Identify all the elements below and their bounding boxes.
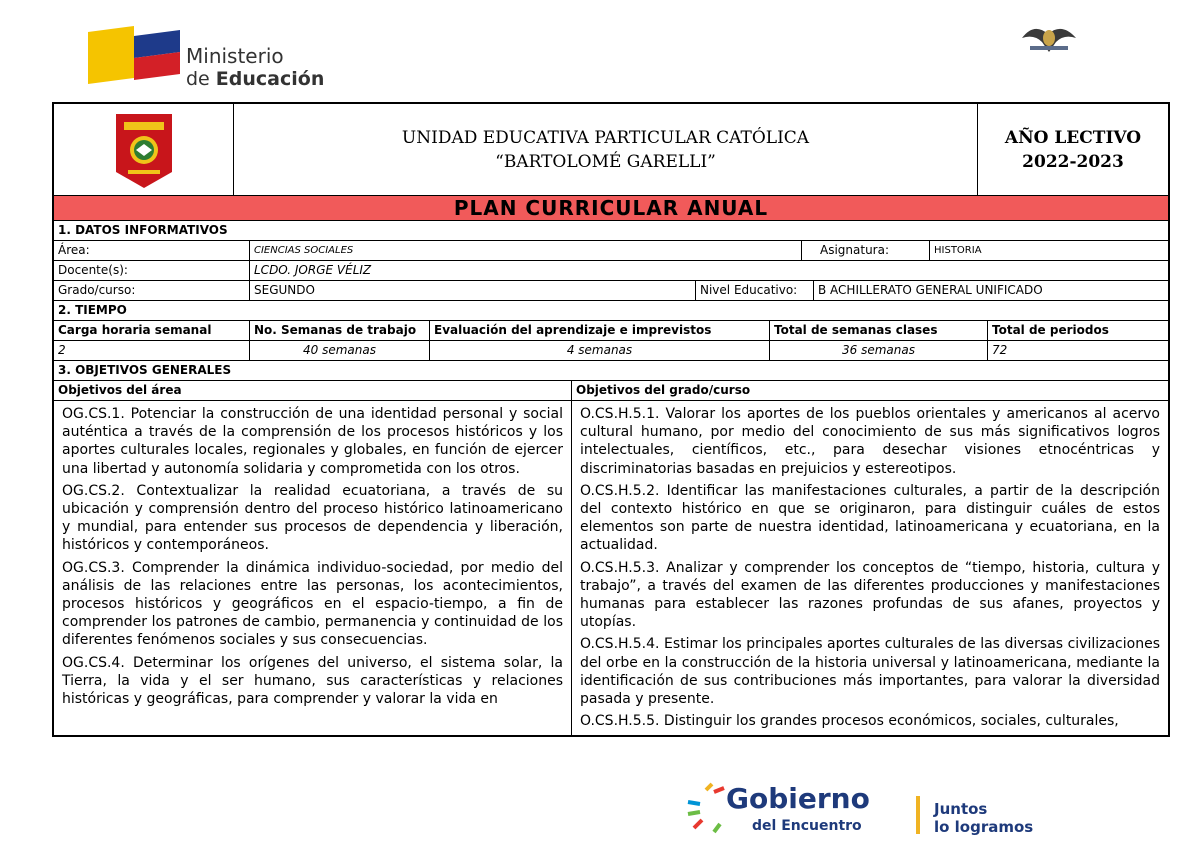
ministry-name-line1: Ministerio [186, 44, 284, 68]
plan-title-row [54, 196, 1168, 221]
year-value: 2022-2023 [1022, 151, 1124, 172]
gobierno-wordmark: Gobierno [726, 782, 870, 815]
year-label: AÑO LECTIVO [1004, 127, 1142, 148]
objetivo-grado-item: O.CS.H.5.4. Estimar los principales aportes culturales de las diversas civilizaciones del orbe en la construcción de la historia universal y latinoamericana, mediante la identificación de sus contribuciones más importantes, para valorar la diversidad pasada y presente. [580, 636, 1160, 708]
nivel-value: B ACHILLERATO GENERAL UNIFICADO [818, 283, 1043, 297]
tiempo-header-carga: Carga horaria semanal [54, 321, 250, 340]
gobierno-rays-icon [684, 782, 728, 838]
tiempo-value-semanas: 40 semanas [250, 341, 430, 360]
school-header-row [54, 104, 1168, 196]
tiempo-section-row [54, 301, 1168, 321]
area-value: CIENCIAS SOCIALES [250, 241, 802, 260]
objetivo-area-item: OG.CS.4. Determinar los orígenes del universo, el sistema solar, la Tierra, la vida y el ser humano, sus características y relaciones históricas y geográficas, para comprender y valorar la vida en [62, 654, 563, 708]
gobierno-divider [916, 796, 920, 834]
tiempo-header-total-periodos: Total de periodos [992, 323, 1109, 337]
grado-label: Grado/curso: [54, 281, 250, 300]
grado-value: SEGUNDO [250, 281, 696, 300]
objetivo-area-item: OG.CS.1. Potenciar la construcción de una identidad personal y social auténtica a través de la comprensión de los procesos históricos y los aportes culturales locales, regionales y globales, en función de ejercer una libertad y autonomía solidaria y comprometida con los otros. [62, 406, 563, 477]
objetivo-grado-item: O.CS.H.5.1. Valorar los aportes de los pueblos orientales y americanos al acervo cultural humano, por medio del conocimiento de sus más significativos logros intelectuales, científicos, etc., para desechar visiones etnocéntricas y discriminatorias basadas en prejuicios y estereotipos. [580, 406, 1160, 477]
objetivo-area-item: OG.CS.2. Contextualizar la realidad ecuatoriana, a través de su ubicación y comprensión dentro del proceso histórico latinoamericano y mundial, para entender sus procesos de dependencia y liberación, históricos y contemporáneos. [62, 482, 563, 554]
docente-value: LCDO. JORGE VÉLIZ [254, 263, 372, 277]
tiempo-header-semanas: No. Semanas de trabajo [250, 321, 430, 340]
tiempo-values-row [54, 341, 1168, 361]
tiempo-value-total-semanas: 36 semanas [770, 341, 988, 360]
tiempo-header-total-semanas: Total de semanas clases [770, 321, 988, 340]
slogan-line1: Juntos [934, 800, 988, 818]
objetivos-area-column [54, 401, 572, 735]
objetivos-body-row [54, 401, 1168, 735]
tiempo-value-evaluacion: 4 semanas [430, 341, 770, 360]
ministry-name-line2: de Educación [186, 68, 325, 90]
tiempo-section-title: 2. TIEMPO [58, 303, 127, 317]
objetivos-header-row [54, 381, 1168, 401]
objetivos-section-title: 3. OBJETIVOS GENERALES [58, 363, 232, 377]
slogan-line2: lo logramos [934, 818, 1034, 836]
ministry-logo [88, 26, 338, 90]
objetivo-grado-item: O.CS.H.5.3. Analizar y comprender los conceptos de “tiempo, historia, cultura y trabajo”, a través del examen de las diferentes producciones y manifestaciones humanas para establecer las razones profundas de sus afanes, proyectos y utopías. [580, 559, 1160, 631]
gobierno-subtitle: del Encuentro [752, 818, 862, 834]
area-label: Área: [54, 241, 250, 260]
school-name-cell [234, 104, 978, 195]
tiempo-header-row [54, 321, 1168, 341]
objetivos-area-header: Objetivos del área [54, 381, 572, 400]
docente-row [54, 261, 1168, 281]
school-name-line1: UNIDAD EDUCATIVA PARTICULAR CATÓLICA [401, 127, 810, 148]
school-crest-icon [112, 110, 176, 190]
tiempo-value-carga: 2 [54, 341, 250, 360]
datos-section-row [54, 221, 1168, 241]
objetivo-area-item: OG.CS.3. Comprender la dinámica individuo-sociedad, por medio del análisis de las relaciones entre las personas, los acontecimientos, procesos históricos y geográficos en el espacio-tiempo, a fin de comprender los patrones de cambio, permanencia y continuidad de los diferentes fenómenos sociales y sus consecuencias. [62, 559, 563, 649]
objetivos-grado-column [572, 401, 1168, 735]
school-name-line2: “BARTOLOMÉ GARELLI” [495, 151, 716, 172]
plan-document-table [52, 102, 1170, 737]
ecuador-flag-icon [88, 26, 180, 84]
asignatura-value: HISTORIA [934, 245, 982, 256]
objetivo-grado-item: O.CS.H.5.5. Distinguir los grandes procesos económicos, sociales, culturales, [580, 713, 1119, 730]
condor-emblem-icon [1020, 20, 1078, 54]
objetivos-grado-header: Objetivos del grado/curso [576, 383, 751, 397]
docente-label: Docente(s): [54, 261, 250, 280]
objetivos-section-row [54, 361, 1168, 381]
gobierno-logo [684, 780, 1104, 840]
plan-title: PLAN CURRICULAR ANUAL [453, 196, 769, 220]
nivel-label: Nivel Educativo: [696, 281, 814, 300]
asignatura-label: Asignatura: [802, 241, 930, 260]
tiempo-value-total-periodos: 72 [992, 343, 1008, 357]
objetivo-grado-item: O.CS.H.5.2. Identificar las manifestaciones culturales, a partir de la descripción del contexto histórico en que se originaron, para distinguir cuáles de estos elementos son parte de nuestra identidad, latinoamericana y ecuatoriana, en la actualidad. [580, 482, 1160, 554]
tiempo-header-evaluacion: Evaluación del aprendizaje e imprevistos [430, 321, 770, 340]
school-year-cell [978, 104, 1168, 195]
school-crest-cell [54, 104, 234, 195]
datos-section-title: 1. DATOS INFORMATIVOS [58, 223, 228, 237]
area-row [54, 241, 1168, 261]
grado-row [54, 281, 1168, 301]
